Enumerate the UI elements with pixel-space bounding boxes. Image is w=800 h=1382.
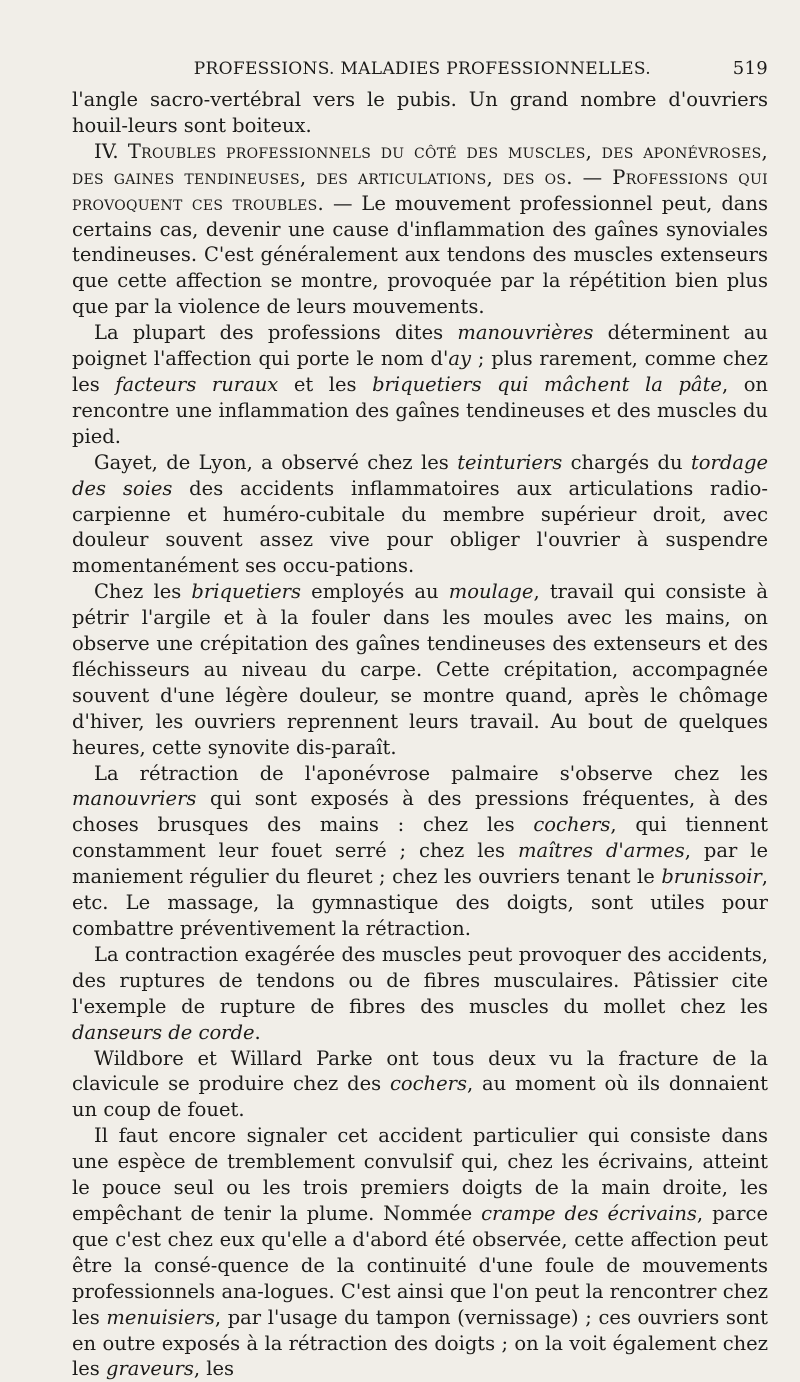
italic-term: manouvrières [457, 321, 594, 345]
text-run: , etc. Le massage, la gymnastique des doigts, sont utiles pour combattre préventivement la rétraction. [72, 865, 768, 940]
italic-term: crampe des écrivains [481, 1201, 697, 1225]
text-run: , par l'usage du tampon (vernissage) ; ces ouvriers sont en outre exposés à la rétraction des doigts ; on la voit également chez les [72, 1305, 768, 1381]
italic-term: cochers [533, 813, 611, 837]
section-heading: Troubles professionnels du côté des muscles, des aponévroses, des gaines tendineuses, des articulations, des os. — Professions qui provoquent ces troubles. [72, 139, 768, 215]
text-run: qui sont exposés à des pressions fréquentes, à des choses brusques des mains : chez les [72, 787, 768, 837]
paragraph [72, 579, 768, 760]
text-run: Gayet, de Lyon, a observé chez les [94, 450, 458, 474]
italic-term: tordage des soies [72, 450, 768, 500]
paragraph [72, 450, 768, 580]
text-run: Chez les [94, 580, 192, 604]
text-run: Wildbore et Willard Parke ont tous deux vu la fracture de la clavicule se produire chez des [72, 1046, 768, 1096]
italic-term: danseurs de corde [72, 1020, 255, 1044]
text-run: , travail qui consiste à pétrir l'argile et à la fouler dans les moules avec les mains, on observe une crépitation des gaînes tendineuses des extenseurs et des fléchisseurs au niveau du carpe. Cette crépitation, accompagnée souvent d'une légère douleur, se montre quand, après le chômage d'hiver, les ouvriers reprennent leurs travail. Au bout de quelques heures, cette synovite dis-paraît. [72, 580, 768, 759]
text-run: employés au [301, 580, 449, 604]
text-run: — Le mouvement professionnel peut, dans certains cas, devenir une cause d'inflammation des gaînes synoviales tendineuses. C'est généralement aux tendons des muscles extenseurs que cette affection se montre, provoquée par la répétition bien plus que par la violence de leurs mouvements. [72, 191, 768, 319]
paragraph [72, 761, 768, 942]
text-run: IV. [94, 139, 128, 163]
italic-term: cochers [389, 1072, 467, 1096]
text-run: , au moment où ils donnaient un coup de fouet. [72, 1072, 768, 1122]
italic-term: facteurs ruraux [115, 372, 279, 396]
text-run: , parce que c'est chez eux qu'elle a d'abord été observée, cette affection peut être la consé-quence de la continuité d'une foule de mouvements professionnels ana-logues. C'est ainsi que l'on peut la rencontrer chez les [72, 1201, 768, 1329]
text-run: , qui tiennent constamment leur fouet serré ; chez les [72, 813, 768, 863]
italic-term: briquetiers qui mâchent la pâte [372, 372, 722, 396]
running-head [72, 58, 768, 79]
body-text [72, 87, 768, 1382]
paragraph [72, 1046, 768, 1124]
paragraph [72, 1123, 768, 1382]
text-run: . [254, 1020, 261, 1044]
text-run: l'angle sacro-vertébral vers le pubis. Un grand nombre d'ouvriers houil-leurs sont boiteux. [72, 88, 768, 137]
italic-term: ay [448, 347, 472, 371]
paragraph [72, 942, 768, 1046]
text-run: , par le maniement régulier du fleuret ; chez les ouvriers tenant le [72, 839, 769, 889]
italic-term: brunissoir [661, 865, 762, 889]
page-number: 519 [732, 58, 768, 79]
text-run: La rétraction de l'aponévrose palmaire s'observe chez les [94, 761, 768, 785]
running-head-title: PROFESSIONS. MALADIES PROFESSIONNELLES. [193, 59, 651, 79]
text-run: La contraction exagérée des muscles peut provoquer des accidents, des ruptures de tendons ou de fibres musculaires. Pâtissier cite l'exemple de rupture de fibres des muscles du mollet chez les [72, 942, 768, 1018]
paragraph [72, 320, 768, 450]
text-run: des accidents inflammatoires aux articulations radio-carpienne et huméro-cubitale du membre supérieur droit, avec douleur souvent assez vive pour obliger l'ouvrier à suspendre momentanément ses occu-pations. [72, 476, 769, 578]
text-run: , on rencontre une inflammation des gaînes tendineuses et des muscles du pied. [72, 372, 768, 448]
italic-term: menuisiers [106, 1305, 215, 1329]
italic-term: briquetiers [191, 580, 301, 604]
italic-term: maîtres d'armes [517, 839, 685, 863]
text-run: et les [278, 372, 373, 396]
text-run: déterminent au poignet l'affection qui porte le nom d' [72, 321, 768, 371]
paragraph [72, 139, 768, 320]
italic-term: moulage [448, 580, 534, 604]
text-run: Il faut encore signaler cet accident particulier qui consiste dans une espèce de tremblement convulsif qui, chez les écrivains, atteint le pouce seul ou les trois premiers doigts de la main droite, les empêchant de tenir la plume. Nommée [72, 1124, 768, 1225]
text-run: La plupart des professions dites [94, 321, 458, 345]
text-run: ; plus rarement, comme chez les [72, 347, 768, 396]
italic-term: graveurs [105, 1357, 194, 1381]
italic-term: manouvriers [72, 787, 197, 811]
paragraph [72, 87, 768, 139]
text-run: chargés du [562, 450, 691, 474]
text-run: , les [193, 1357, 235, 1381]
italic-term: teinturiers [457, 450, 563, 474]
